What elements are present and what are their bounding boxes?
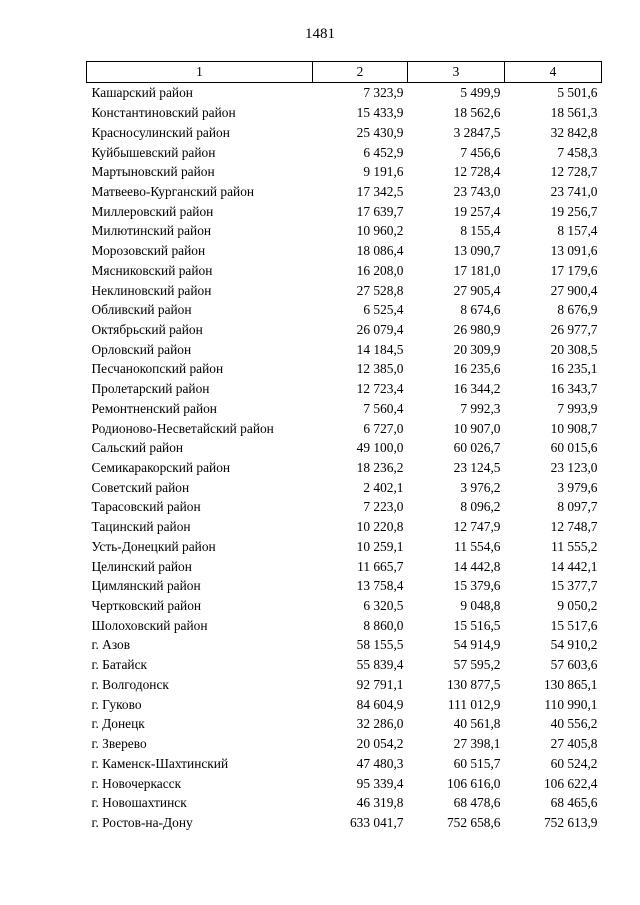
table-row [87, 615, 602, 635]
column-header-2: 2 [313, 62, 408, 83]
row-value-col3: 7 992,3 [460, 400, 501, 416]
row-value-col2: 17 342,5 [356, 183, 404, 199]
table-row [87, 477, 602, 497]
row-value-col4: 32 842,8 [550, 124, 598, 140]
row-value-col4: 68 465,6 [550, 795, 598, 811]
row-value-col4: 27 900,4 [550, 282, 598, 298]
row-value-col4: 40 556,2 [550, 716, 598, 732]
row-name: Родионово-Несветайский район [91, 420, 274, 436]
row-value-col2: 49 100,0 [356, 440, 404, 456]
row-value-col3: 5 499,9 [460, 85, 501, 101]
row-value-col2: 7 323,9 [363, 85, 404, 101]
row-value-col4: 8 157,4 [557, 223, 598, 239]
row-name: Кашарский район [91, 85, 193, 101]
row-value-col3: 111 012,9 [447, 696, 501, 712]
row-name: Ремонтненский район [91, 400, 217, 416]
row-name: Шолоховский район [91, 617, 208, 633]
row-value-col2: 27 528,8 [356, 282, 404, 298]
row-name: Орловский район [91, 341, 192, 357]
row-value-col3: 13 090,7 [453, 243, 501, 259]
row-value-col4: 106 622,4 [543, 775, 598, 791]
row-value-col2: 14 184,5 [356, 341, 404, 357]
row-value-col3: 8 096,2 [460, 499, 501, 515]
row-value-col3: 27 398,1 [453, 736, 501, 752]
row-value-col2: 32 286,0 [356, 716, 404, 732]
table-row [87, 418, 602, 438]
row-value-col4: 20 308,5 [550, 341, 598, 357]
table-row [87, 813, 602, 833]
row-value-col2: 6 320,5 [363, 598, 404, 614]
row-value-col4: 57 603,6 [550, 657, 598, 673]
row-value-col2: 47 480,3 [356, 755, 404, 771]
row-name: Морозовский район [91, 243, 206, 259]
row-value-col2: 17 639,7 [356, 203, 404, 219]
row-value-col3: 60 515,7 [453, 755, 501, 771]
row-value-col2: 18 086,4 [356, 243, 404, 259]
row-value-col2: 7 223,0 [363, 499, 404, 515]
table-row [87, 458, 602, 478]
row-value-col3: 12 747,9 [453, 519, 501, 535]
column-header-4: 4 [505, 62, 602, 83]
row-value-col3: 68 478,6 [453, 795, 501, 811]
row-value-col2: 12 385,0 [356, 361, 404, 377]
row-name: Целинский район [91, 558, 192, 574]
row-value-col3: 16 235,6 [453, 361, 501, 377]
table-row [87, 339, 602, 359]
page-number: 1481 [305, 26, 335, 42]
table-header [87, 62, 602, 83]
row-value-col4: 23 123,0 [550, 460, 598, 476]
row-value-col2: 26 079,4 [356, 321, 404, 337]
header-row [87, 62, 602, 83]
table-row [87, 83, 602, 103]
table-row [87, 773, 602, 793]
row-value-col2: 2 402,1 [363, 479, 404, 495]
table-body [87, 83, 602, 833]
table-row [87, 734, 602, 754]
row-name: Мартыновский район [91, 164, 215, 180]
row-value-col3: 17 181,0 [453, 262, 501, 278]
row-value-col2: 6 525,4 [363, 302, 404, 318]
row-value-col2: 95 339,4 [356, 775, 404, 791]
column-header-3: 3 [408, 62, 505, 83]
row-name: Пролетарский район [91, 381, 210, 397]
row-name: Тацинский район [91, 519, 191, 535]
table-row [87, 142, 602, 162]
row-name: Тарасовский район [91, 499, 201, 515]
row-name: г. Ростов-на-Дону [91, 814, 193, 830]
row-value-col2: 58 155,5 [356, 637, 404, 653]
row-name: Цимлянский район [91, 578, 201, 594]
row-name: Октябрьский район [91, 321, 203, 337]
row-name: Константиновский район [91, 105, 236, 121]
row-name: г. Зверево [91, 736, 147, 752]
row-value-col3: 130 877,5 [446, 676, 501, 692]
table-row [87, 655, 602, 675]
row-value-col3: 23 743,0 [453, 183, 501, 199]
row-value-col4: 7 993,9 [557, 400, 598, 416]
row-value-col4: 18 561,3 [550, 105, 598, 121]
row-name: г. Волгодонск [91, 676, 169, 692]
row-value-col4: 19 256,7 [550, 203, 598, 219]
row-value-col2: 15 433,9 [356, 105, 404, 121]
row-value-col2: 13 758,4 [356, 578, 404, 594]
table-row [87, 753, 602, 773]
table-row [87, 596, 602, 616]
row-value-col4: 7 458,3 [557, 144, 598, 160]
row-value-col3: 752 658,6 [446, 814, 501, 830]
row-value-col2: 10 960,2 [356, 223, 404, 239]
table-row [87, 399, 602, 419]
row-name: Чертковский район [91, 598, 202, 614]
row-name: г. Гуково [91, 696, 142, 712]
row-value-col4: 27 405,8 [550, 736, 598, 752]
row-value-col3: 14 442,8 [453, 558, 501, 574]
row-value-col4: 12 728,7 [550, 164, 598, 180]
table-row [87, 122, 602, 142]
row-value-col2: 7 560,4 [363, 400, 404, 416]
row-value-col4: 130 865,1 [543, 676, 598, 692]
table-row [87, 576, 602, 596]
row-value-col3: 11 554,6 [454, 538, 501, 554]
row-value-col4: 26 977,7 [550, 321, 598, 337]
row-value-col3: 18 562,6 [453, 105, 501, 121]
row-value-col4: 110 990,1 [544, 696, 598, 712]
row-value-col2: 6 452,9 [363, 144, 404, 160]
table-row [87, 359, 602, 379]
row-value-col4: 9 050,2 [557, 598, 598, 614]
row-value-col4: 5 501,6 [557, 85, 598, 101]
table-row [87, 300, 602, 320]
table-row [87, 793, 602, 813]
table-row [87, 694, 602, 714]
row-name: г. Новошахтинск [91, 795, 187, 811]
row-value-col2: 10 259,1 [356, 538, 404, 554]
row-name: г. Азов [91, 637, 131, 653]
row-value-col4: 8 097,7 [557, 499, 598, 515]
table-row [87, 714, 602, 734]
table-row [87, 221, 602, 241]
row-name: г. Новочеркасск [91, 775, 182, 791]
row-value-col2: 20 054,2 [356, 736, 404, 752]
table-row [87, 517, 602, 537]
table-row [87, 537, 602, 557]
row-name: г. Донецк [91, 716, 145, 732]
row-value-col3: 20 309,9 [453, 341, 501, 357]
row-value-col3: 12 728,4 [453, 164, 501, 180]
row-name: Советский район [91, 479, 190, 495]
row-value-col3: 7 456,6 [460, 144, 501, 160]
row-value-col3: 15 516,5 [453, 617, 501, 633]
row-value-col4: 3 979,6 [557, 479, 598, 495]
table-row [87, 260, 602, 280]
column-header-1: 1 [87, 62, 313, 83]
row-name: Песчанокопский район [91, 361, 224, 377]
row-value-col3: 8 155,4 [460, 223, 501, 239]
row-value-col4: 54 910,2 [550, 637, 598, 653]
row-value-col2: 8 860,0 [363, 617, 404, 633]
row-value-col4: 11 555,2 [551, 538, 598, 554]
row-value-col3: 40 561,8 [453, 716, 501, 732]
row-value-col4: 15 377,7 [550, 578, 598, 594]
row-value-col4: 60 015,6 [550, 440, 598, 456]
table-row [87, 556, 602, 576]
row-name: Неклиновский район [91, 282, 212, 298]
row-value-col2: 18 236,2 [356, 460, 404, 476]
row-name: Мясниковский район [91, 262, 213, 278]
row-value-col2: 55 839,4 [356, 657, 404, 673]
row-value-col3: 60 026,7 [453, 440, 501, 456]
row-value-col4: 8 676,9 [557, 302, 598, 318]
row-value-col2: 9 191,6 [363, 164, 404, 180]
row-value-col2: 633 041,7 [349, 814, 404, 830]
row-value-col2: 16 208,0 [356, 262, 404, 278]
row-value-col3: 27 905,4 [453, 282, 501, 298]
table-row [87, 635, 602, 655]
table-row [87, 497, 602, 517]
row-value-col2: 92 791,1 [356, 676, 404, 692]
row-value-col4: 60 524,2 [550, 755, 598, 771]
row-value-col2: 6 727,0 [363, 420, 404, 436]
table-row [87, 182, 602, 202]
row-value-col4: 17 179,6 [550, 262, 598, 278]
row-value-col3: 57 595,2 [453, 657, 501, 673]
row-value-col4: 13 091,6 [550, 243, 598, 259]
row-name: Обливский район [91, 302, 192, 318]
table-row [87, 320, 602, 340]
row-name: Сальский район [91, 440, 184, 456]
row-value-col2: 25 430,9 [356, 124, 404, 140]
row-value-col3: 16 344,2 [453, 381, 501, 397]
row-value-col3: 19 257,4 [453, 203, 501, 219]
row-value-col3: 3 976,2 [460, 479, 501, 495]
table-row [87, 241, 602, 261]
row-value-col3: 9 048,8 [460, 598, 501, 614]
row-name: Красносулинский район [91, 124, 230, 140]
row-value-col2: 84 604,9 [356, 696, 404, 712]
table-row [87, 379, 602, 399]
row-name: Куйбышевский район [91, 144, 216, 160]
row-name: Матвеево-Курганский район [91, 183, 255, 199]
row-value-col3: 10 907,0 [453, 420, 501, 436]
row-name: Милютинский район [91, 223, 212, 239]
table-row [87, 438, 602, 458]
table-row [87, 675, 602, 695]
row-value-col4: 752 613,9 [543, 814, 598, 830]
row-value-col4: 16 343,7 [550, 381, 598, 397]
table-row [87, 280, 602, 300]
row-value-col3: 106 616,0 [446, 775, 501, 791]
row-value-col4: 15 517,6 [550, 617, 598, 633]
row-value-col3: 26 980,9 [453, 321, 501, 337]
table-row [87, 103, 602, 123]
row-value-col2: 10 220,8 [356, 519, 404, 535]
row-name: Усть-Донецкий район [91, 538, 216, 554]
row-name: Миллеровский район [91, 203, 214, 219]
row-value-col3: 8 674,6 [460, 302, 501, 318]
row-name: Семикаракорский район [91, 460, 231, 476]
row-value-col3: 15 379,6 [453, 578, 501, 594]
row-value-col3: 23 124,5 [453, 460, 501, 476]
row-name: г. Каменск-Шахтинский [91, 755, 229, 771]
row-value-col4: 10 908,7 [550, 420, 598, 436]
row-value-col4: 16 235,1 [550, 361, 598, 377]
row-value-col2: 11 665,7 [357, 558, 404, 574]
table-row [87, 162, 602, 182]
row-value-col4: 23 741,0 [550, 183, 598, 199]
row-name: г. Батайск [91, 657, 148, 673]
row-value-col4: 14 442,1 [550, 558, 598, 574]
row-value-col2: 12 723,4 [356, 381, 404, 397]
row-value-col3: 3 2847,5 [453, 124, 501, 140]
table-row [87, 201, 602, 221]
row-value-col4: 12 748,7 [550, 519, 598, 535]
row-value-col3: 54 914,9 [453, 637, 501, 653]
row-value-col2: 46 319,8 [356, 795, 404, 811]
budget-table [86, 61, 602, 832]
